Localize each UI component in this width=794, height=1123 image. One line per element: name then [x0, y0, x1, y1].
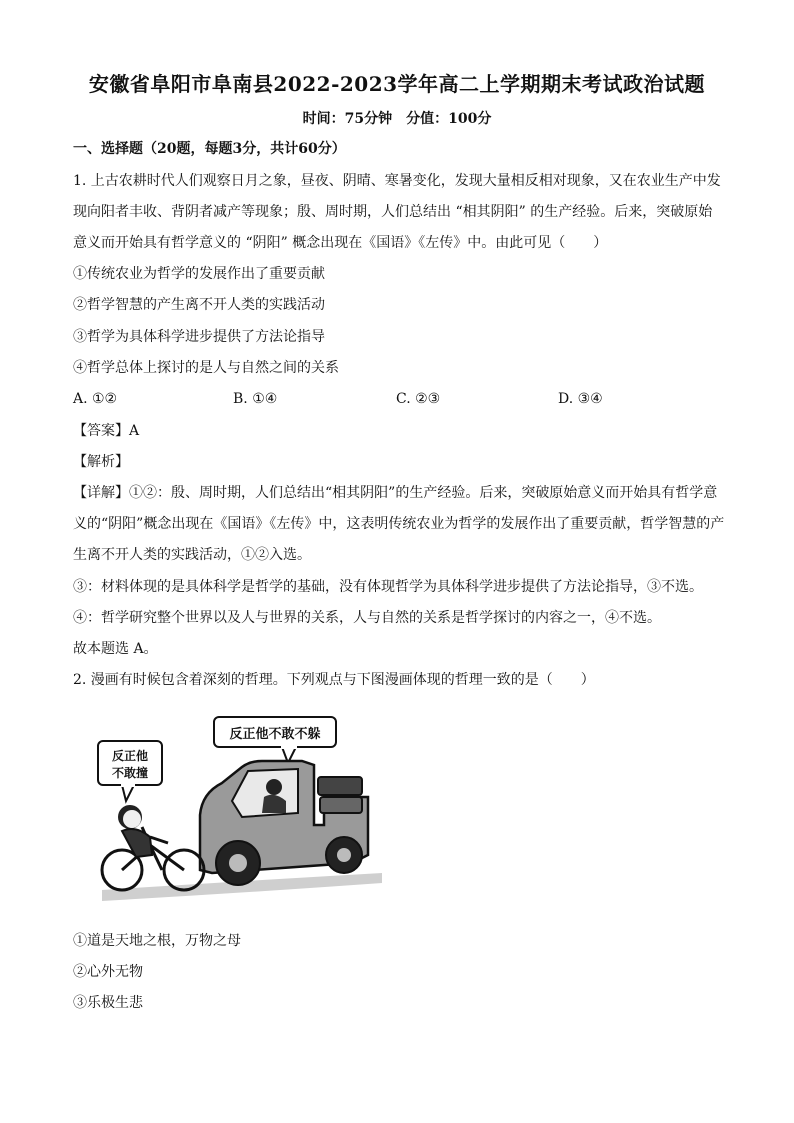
q1-option-b: B. ①④	[233, 391, 278, 407]
cyclist-speech-bubble	[98, 741, 162, 801]
q2-stem: 2. 漫画有时候包含着深刻的哲理。下列观点与下图漫画体现的哲理一致的是（ ）	[73, 672, 595, 688]
q1-options	[73, 391, 733, 409]
truck-bubble-text: 反正他不敢不躲	[229, 727, 321, 742]
q1-detail-line-4: ③：材料体现的是具体科学是哲学的基础，没有体现哲学为具体科学进步提供了方法论指导，③不选。	[73, 579, 703, 595]
q1-detail-line-3: 生离不开人类的实践活动，①②入选。	[73, 547, 311, 563]
truck-speech-bubble	[214, 717, 336, 763]
cyclist-bubble-text-2: 不敢撞	[111, 766, 149, 780]
q1-analysis-label: 【解析】	[73, 454, 129, 470]
q1-answer: 【答案】A	[73, 423, 140, 439]
q1-item-2: ②哲学智慧的产生离不开人类的实践活动	[73, 297, 325, 313]
q1-stem-line-3: 意义而开始具有哲学意义的 “阴阳” 概念出现在《国语》《左传》中。由此可见（ ）	[73, 235, 608, 251]
q1-item-4: ④哲学总体上探讨的是人与自然之间的关系	[73, 360, 339, 376]
q1-option-c: C. ②③	[396, 391, 441, 407]
q1-item-3: ③哲学为具体科学进步提供了方法论指导	[73, 329, 325, 345]
q1-stem-line-2: 现向阳者丰收、背阴者减产等现象；殷、周时期，人们总结出 “相其阴阳” 的生产经验。后来，突破原始	[73, 204, 713, 220]
q1-detail-line-1: 【详解】①②：殷、周时期，人们总结出“相其阴阳”的生产经验。后来，突破原始意义而开始具有哲学意	[73, 485, 718, 501]
cyclist-icon	[102, 805, 204, 890]
q2-item-3: ③乐极生悲	[73, 995, 143, 1011]
page-title: 安徽省阜阳市阜南县2022-2023学年高二上学期期末考试政治试题	[88, 72, 706, 96]
q1-item-1: ①传统农业为哲学的发展作出了重要贡献	[73, 266, 325, 282]
q2-item-1: ①道是天地之根，万物之母	[73, 933, 241, 949]
q2-item-2: ②心外无物	[73, 964, 143, 980]
q1-conclusion: 故本题选 A。	[73, 641, 158, 657]
section-heading: 一、选择题（20题，每题3分，共计60分）	[73, 141, 346, 157]
q1-option-a: A. ①②	[73, 391, 118, 407]
q1-option-d: D. ③④	[558, 391, 603, 407]
cyclist-bubble-text-1: 反正他	[111, 749, 149, 763]
q1-detail-line-2: 义的“阴阳”概念出现在《国语》《左传》中，这表明传统农业为哲学的发展作出了重要贡献，哲学智慧的产	[73, 516, 725, 532]
truck-icon	[200, 761, 368, 885]
q1-stem-line-1: 1. 上古农耕时代人们观察日月之象，昼夜、阴晴、寒暑变化，发现大量相反相对现象，又在农业生产中发	[73, 173, 721, 189]
exam-time-score: 时间：75分钟 分值：100分	[302, 111, 492, 127]
cartoon-illustration	[92, 705, 392, 905]
q1-detail-line-5: ④：哲学研究整个世界以及人与世界的关系，人与自然的关系是哲学探讨的内容之一，④不选。	[73, 610, 661, 626]
